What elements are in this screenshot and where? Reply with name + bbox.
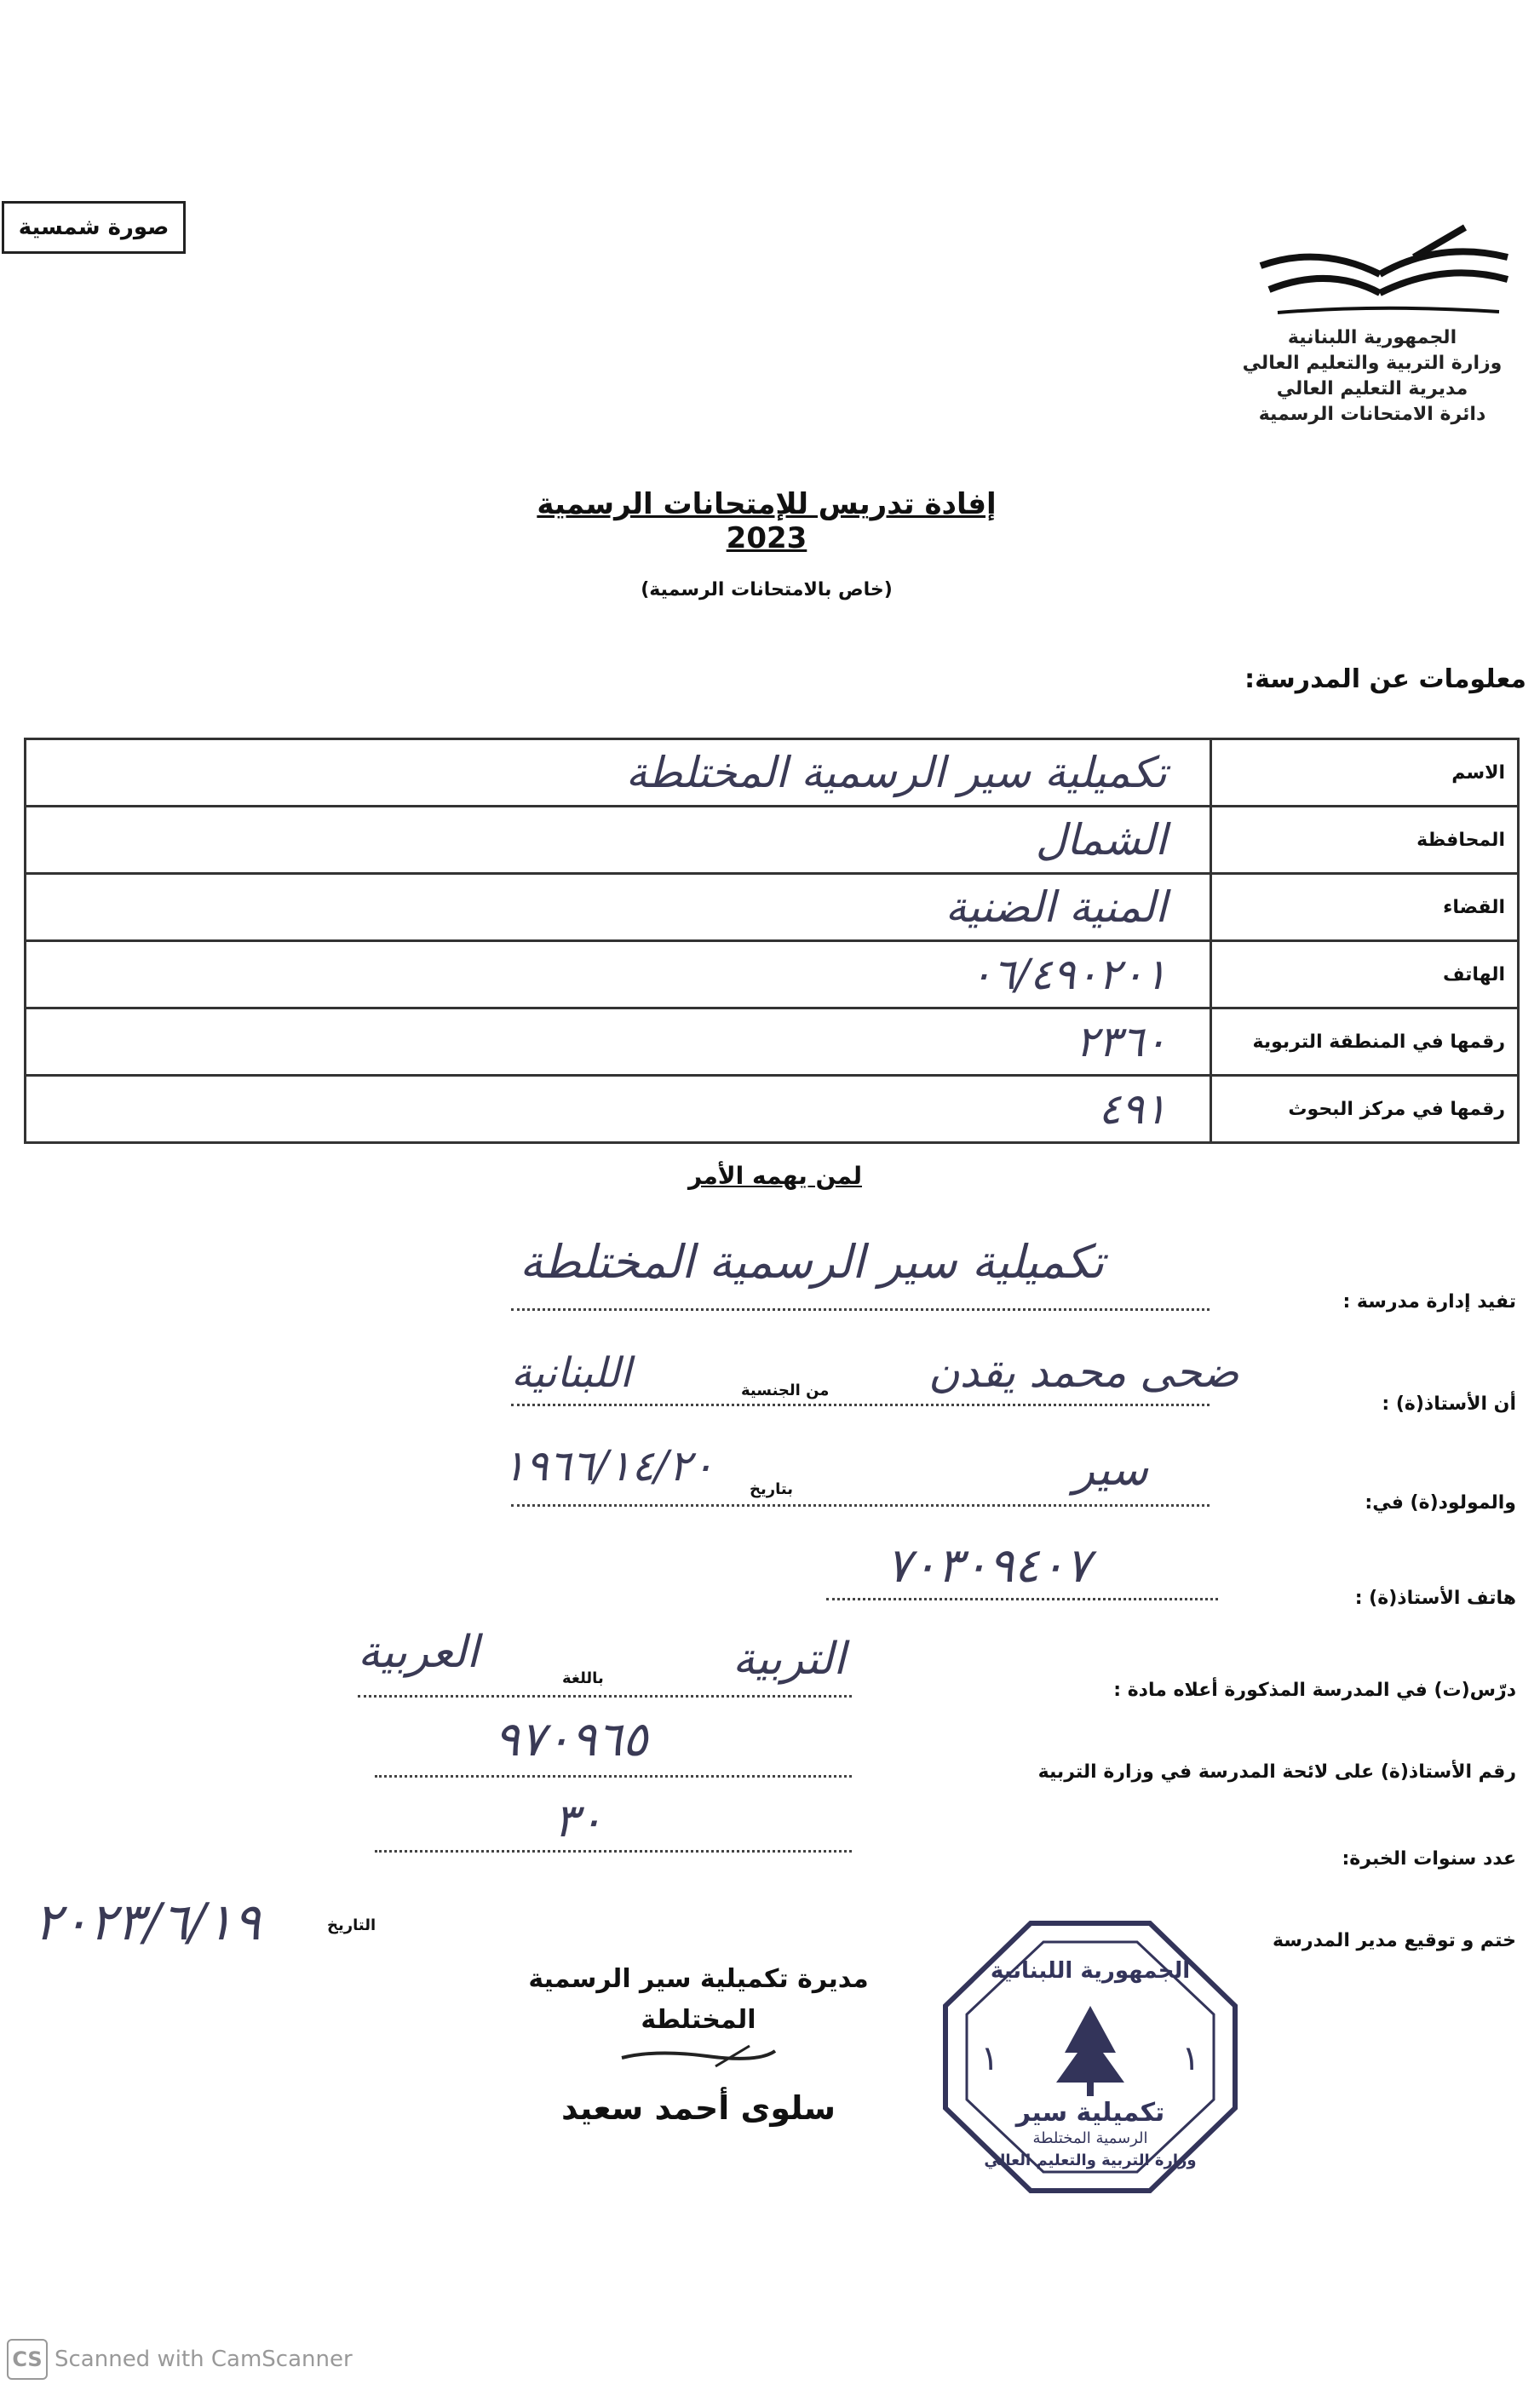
row-label: رقمها في مركز البحوث — [1211, 1076, 1519, 1143]
row-label: رقمها في المنطقة التربوية — [1211, 1008, 1519, 1076]
ministry-header — [1232, 325, 1513, 428]
row-value: المنية الضنية — [26, 874, 1211, 941]
document-date-value: ٢٠٢٣/٦/١٩ — [34, 1893, 261, 1952]
to-whom-heading: لمن يهمه الأمر — [688, 1162, 862, 1190]
row-value: ٢٣٦٠ — [26, 1008, 1211, 1076]
director-title: مديرة تكميلية سير الرسمية المختلطة — [528, 1964, 869, 2035]
camscanner-logo-icon: CS — [7, 2339, 48, 2380]
admin-label: تفيد إدارة مدرسة : — [1342, 1291, 1516, 1313]
table-row — [26, 874, 1519, 941]
document-subtitle: (خاص بالامتحانات الرسمية) — [641, 579, 893, 600]
row-value: ٤٩١ — [26, 1076, 1211, 1143]
ministry-line: مديرية التعليم العالي — [1276, 378, 1468, 399]
dotted-line — [511, 1308, 1210, 1311]
table-row — [26, 807, 1519, 874]
language-value: العربية — [358, 1627, 480, 1678]
teacher-value: ضحى محمد يقدن — [928, 1347, 1239, 1397]
ministry-logo — [1252, 223, 1516, 325]
subject-value: التربية — [733, 1634, 846, 1685]
dotted-line — [511, 1404, 1210, 1406]
dotted-line — [358, 1695, 852, 1698]
dotted-line — [375, 1850, 852, 1853]
photo-placeholder: صورة شمسية — [2, 201, 186, 254]
stamp-digit-right: ١ — [1181, 2039, 1200, 2078]
ministry-line: دائرة الامتحانات الرسمية — [1258, 404, 1486, 425]
signature-scribble — [613, 2041, 784, 2075]
row-value: تكميلية سير الرسمية المختلطة — [26, 739, 1211, 807]
camscanner-text: Scanned with CamScanner — [55, 2347, 353, 2372]
dotted-line — [375, 1775, 852, 1778]
stamp-center-subtext: الرسمية المختلطة — [1032, 2129, 1148, 2147]
stamp-label: ختم و توقيع مدير المدرسة — [1272, 1930, 1516, 1951]
stamp-bottom-text: وزارة التربية والتعليم العالي — [984, 2152, 1197, 2169]
years-value: ٣٠ — [554, 1794, 604, 1847]
row-label: المحافظة — [1211, 807, 1519, 874]
number-value: ٩٧٠٩٦٥ — [494, 1712, 648, 1767]
years-label: عدد سنوات الخبرة: — [1342, 1848, 1516, 1870]
row-label: القضاء — [1211, 874, 1519, 941]
row-value: الشمال — [26, 807, 1211, 874]
camscanner-watermark — [7, 2339, 353, 2380]
stamp-top-text: الجمهورية اللبنانية — [990, 1958, 1191, 1984]
school-info-table — [24, 738, 1520, 1144]
document-date-label: التاريخ — [327, 1916, 376, 1934]
row-label: الاسم — [1211, 739, 1519, 807]
school-stamp — [937, 1916, 1244, 2198]
ministry-line: الجمهورية اللبنانية — [1287, 327, 1457, 348]
born-value: سير — [1073, 1445, 1148, 1496]
director-signature-block — [520, 1959, 877, 2129]
table-row — [26, 941, 1519, 1008]
school-info-heading: معلومات عن المدرسة: — [1244, 664, 1526, 694]
born-label: والمولود(ة) في: — [1365, 1492, 1516, 1514]
nationality-label: من الجنسية — [741, 1382, 830, 1399]
table-row — [26, 739, 1519, 807]
language-label: باللغة — [562, 1669, 604, 1687]
stamp-center-text: تكميلية سير — [1015, 2098, 1165, 2128]
table-row — [26, 1076, 1519, 1143]
admin-value: تكميلية سير الرسمية المختلطة — [520, 1235, 1105, 1289]
row-value: ٠٦/٤٩٠٢٠١ — [26, 941, 1211, 1008]
document-title: إفادة تدريس للإمتحانات الرسمية 2023 — [537, 487, 997, 555]
teaches-label: درّس(ت) في المدرسة المذكورة أعلاه مادة : — [1113, 1680, 1516, 1701]
phone-label: هاتف الأستاذ(ة) : — [1354, 1588, 1516, 1609]
dotted-line — [511, 1504, 1210, 1507]
director-name: سلوى أحمد سعيد — [560, 2089, 836, 2127]
number-label: رقم الأستاذ(ة) على لائحة المدرسة في وزارة التربية — [1037, 1761, 1516, 1783]
phone-value: ٧٠٣٠٩٤٠٧ — [886, 1538, 1091, 1594]
ministry-line: وزارة التربية والتعليم العالي — [1242, 353, 1503, 374]
table-row — [26, 1008, 1519, 1076]
row-label: الهاتف — [1211, 941, 1519, 1008]
dotted-line — [826, 1598, 1218, 1600]
date-label: بتاريخ — [750, 1480, 793, 1498]
birth-date-value: ١٩٦٦/١٤/٢٠ — [503, 1441, 715, 1491]
stamp-digit-left: ١ — [980, 2039, 999, 2078]
teacher-label: أن الأستاذ(ة) : — [1382, 1393, 1516, 1415]
nationality-value: اللبنانية — [511, 1349, 632, 1397]
